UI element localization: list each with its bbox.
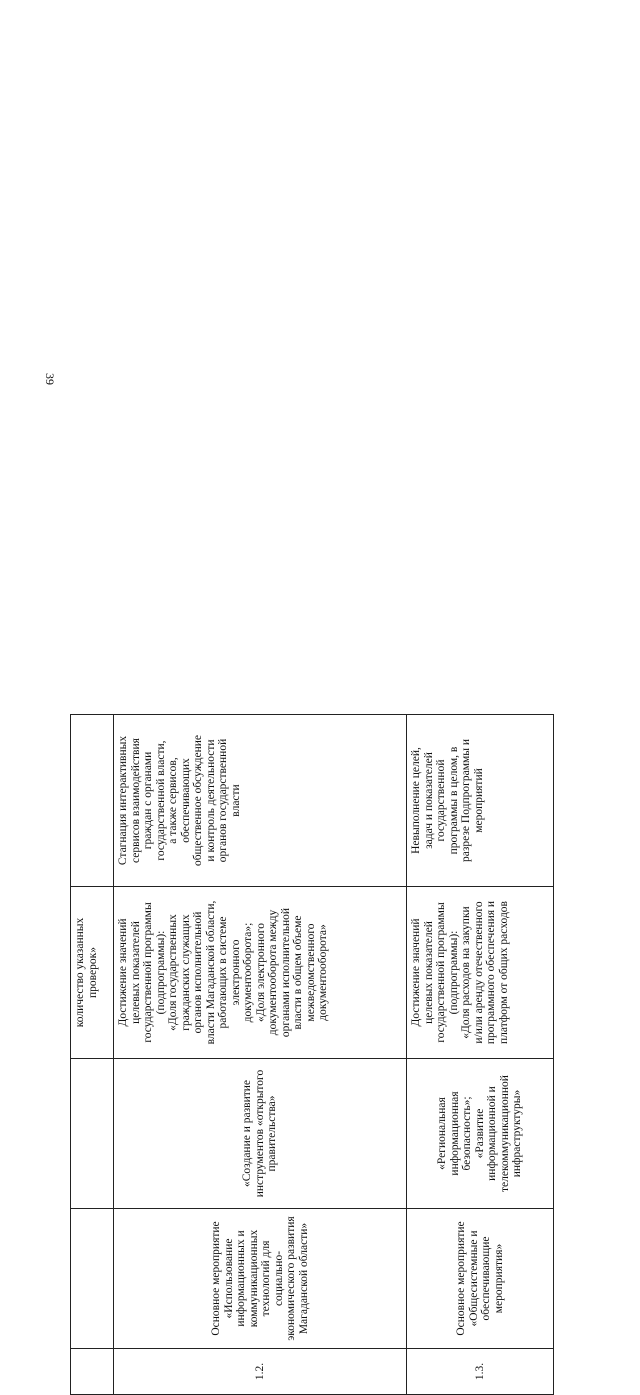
page-number: 39 (43, 373, 57, 385)
cell-num: 1.3. (407, 1349, 554, 1395)
cell-activity (71, 1209, 114, 1349)
cell-indicators: Достижение значений целевых показателей государственной программы (подпрограммы): «Доля расходов на закупки и/или аренду отечественного программного обеспечения и платформ от общих расходов (407, 887, 554, 1059)
cell-activity: Основное мероприятие «Использование информационных и коммуникационных технологий для социально- экономического развития Магаданской области» (114, 1209, 407, 1349)
table-row (71, 715, 114, 1395)
rotated-table-container (70, 715, 546, 1395)
cell-subactivities: «Региональная информационная безопасность»; «Развитие информационной и телекоммуникационной инфраструктуры» (407, 1059, 554, 1209)
cell-risks (71, 715, 114, 887)
cell-indicators: количество указанных проверок» (71, 887, 114, 1059)
cell-activity: Основное мероприятие «Общесистемные и обеспечивающие мероприятия» (407, 1209, 554, 1349)
cell-subactivities: «Создание и развитие инструментов «открытого правительства» (114, 1059, 407, 1209)
cell-indicators: Достижение значений целевых показателей государственной программы (подпрограммы): «Доля государственных гражданских служащих органов исполнительной власти Магаданской области, работающих в системе электронного документооборота»; «Доля электронного документооборота между органами исполнительной власти в общем объеме межведомственного документооборота» (114, 887, 407, 1059)
cell-num: 1.2. (114, 1349, 407, 1395)
program-table (70, 714, 554, 1395)
cell-risks: Невыполнение целей, задач и показателей государственной программы в целом, в разрезе Подпрограммы и мероприятий (407, 715, 554, 887)
table-row (114, 715, 407, 1395)
cell-num (71, 1349, 114, 1395)
cell-subactivities (71, 1059, 114, 1209)
cell-risks: Стагнация интерактивных сервисов взаимодействия граждан с органами государственной власти, а также сервисов, обеспечивающих общественное обсуждение и контроль деятельности органов государственной власти (114, 715, 407, 887)
table-row (407, 715, 554, 1395)
